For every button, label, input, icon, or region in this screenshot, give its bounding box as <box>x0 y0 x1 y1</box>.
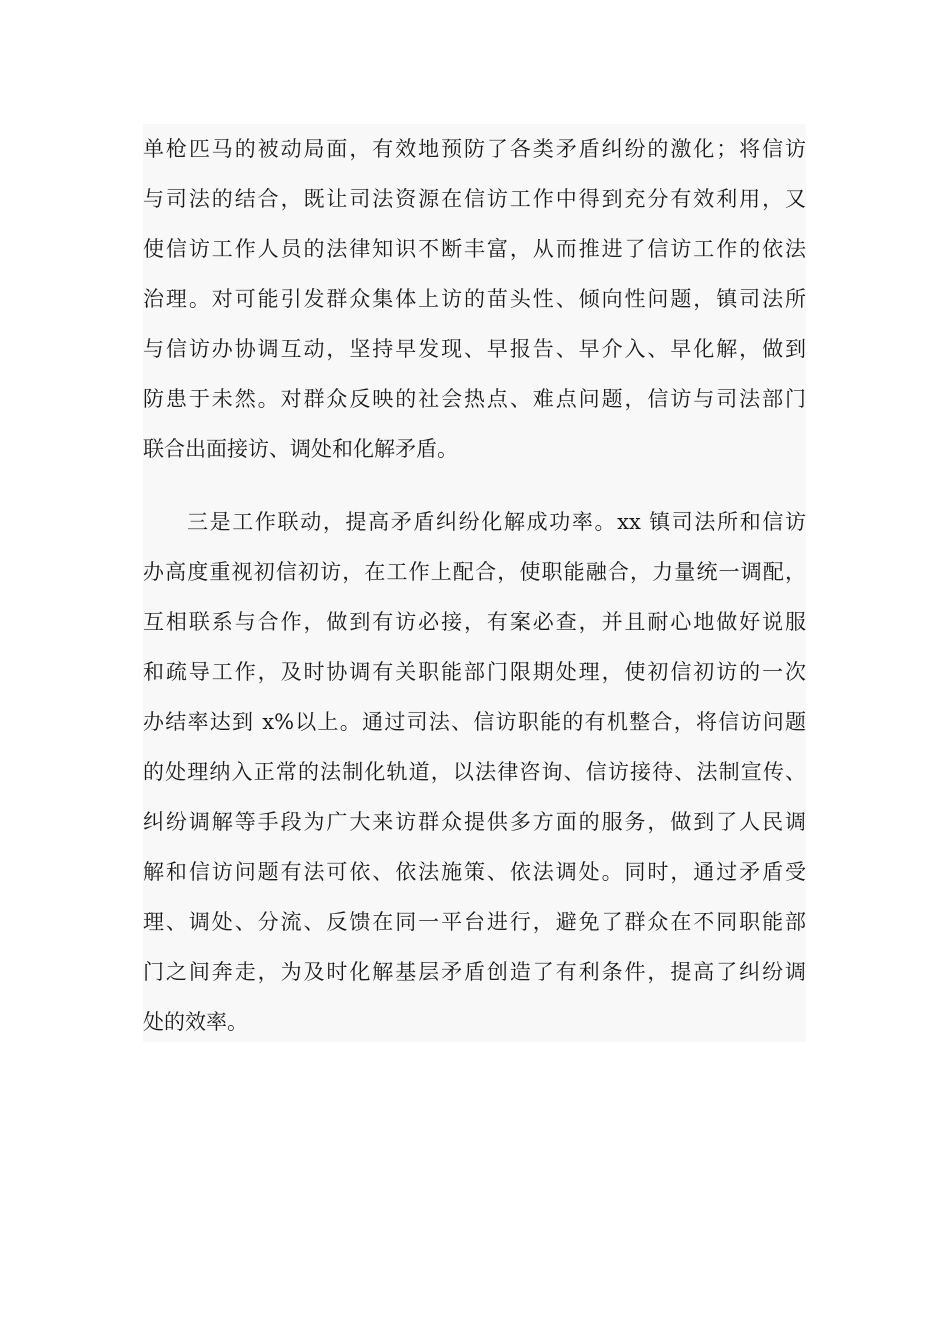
paragraph-2-line-9: 理、调处、分流、反馈在同一平台进行，避免了群众在不同职能部 <box>143 910 806 934</box>
paragraph-2-line-4: 和疏导工作，及时协调有关职能部门限期处理，使初信初访的一次 <box>143 660 806 684</box>
paragraph-1-line-2: 与司法的结合，既让司法资源在信访工作中得到充分有效利用，又 <box>143 187 806 211</box>
paragraph-2-line-1: 三是工作联动，提高矛盾纠纷化解成功率。xx 镇司法所和信访 <box>187 510 806 534</box>
paragraph-1-line-4: 治理。对可能引发群众集体上访的苗头性、倾向性问题，镇司法所 <box>143 287 806 311</box>
paragraph-1-line-3: 使信访工作人员的法律知识不断丰富，从而推进了信访工作的依法 <box>143 237 806 261</box>
paragraph-2-line-11: 处的效率。 <box>143 1010 248 1034</box>
document-text-block <box>143 124 806 1042</box>
paragraph-2-line-2: 办高度重视初信初访，在工作上配合，使职能融合，力量统一调配， <box>143 560 806 584</box>
paragraph-1 <box>143 124 806 474</box>
paragraph-1-line-5: 与信访办协调互动，坚持早发现、早报告、早介入、早化解，做到 <box>143 337 806 361</box>
paragraph-2-line-7: 纠纷调解等手段为广大来访群众提供多方面的服务，做到了人民调 <box>143 810 806 834</box>
paragraph-2-line-6: 的处理纳入正常的法制化轨道，以法律咨询、信访接待、法制宣传、 <box>143 760 806 784</box>
paragraph-1-line-1: 单枪匹马的被动局面，有效地预防了各类矛盾纠纷的激化；将信访 <box>143 137 806 161</box>
paragraph-2-line-3: 互相联系与合作，做到有访必接，有案必查，并且耐心地做好说服 <box>143 610 806 634</box>
paragraph-1-line-6: 防患于未然。对群众反映的社会热点、难点问题，信访与司法部门 <box>143 387 806 411</box>
paragraph-1-line-7: 联合出面接访、调处和化解矛盾。 <box>143 437 458 461</box>
paragraph-2-line-5: 办结率达到 x%以上。通过司法、信访职能的有机整合，将信访问题 <box>143 710 806 734</box>
paragraph-2 <box>143 497 806 1047</box>
paragraph-2-line-8: 解和信访问题有法可依、依法施策、依法调处。同时，通过矛盾受 <box>143 860 806 884</box>
paragraph-2-line-10: 门之间奔走，为及时化解基层矛盾创造了有利条件，提高了纠纷调 <box>143 960 806 984</box>
